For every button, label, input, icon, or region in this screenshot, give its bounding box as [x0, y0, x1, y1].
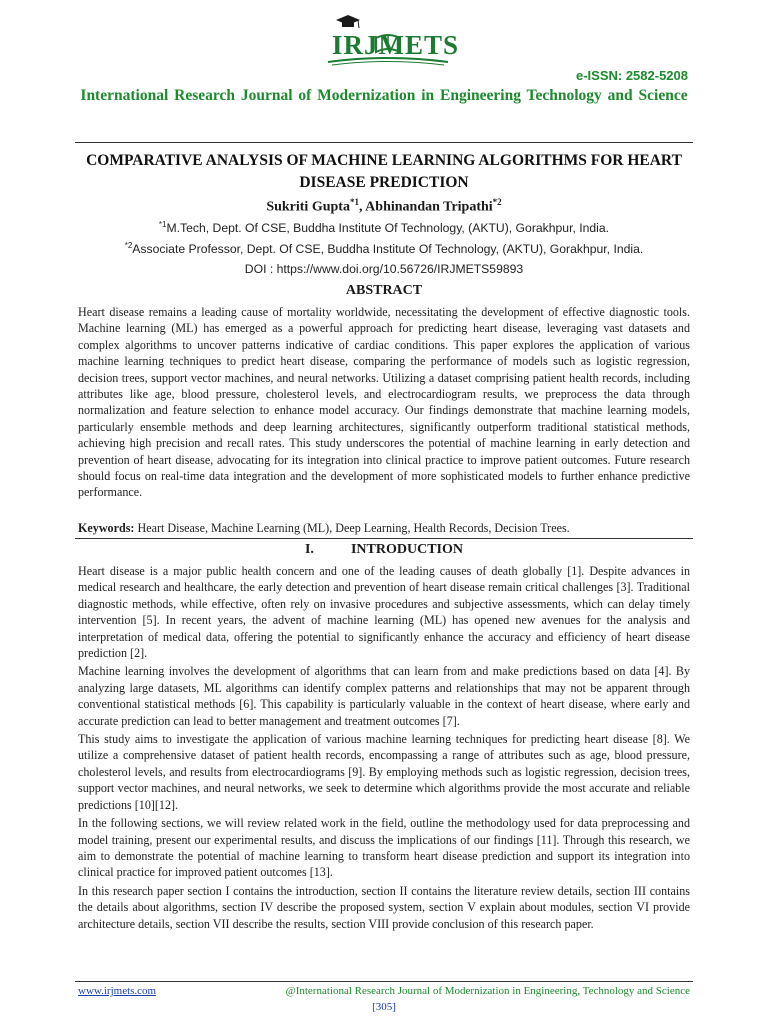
journal-logo	[318, 12, 458, 68]
section-number: I.	[304, 542, 314, 557]
abstract-heading: ABSTRACT	[345, 283, 423, 298]
intro-paragraph: In this research paper section I contains the introduction, section II contains the literature review details, section III contains the details about algorithms, section IV describe the proposed system, section V explain about modules, section VI provide architecture details, section VII describe the results, section VIII provide conclusion of this research paper.	[78, 883, 690, 931]
journal-name: International Research Journal of Modernization in Engineering Technology and Science	[80, 87, 688, 104]
affiliation-1: $^{*1}$M.Tech, Dept. Of CSE, Buddha Institute Of Technology, (AKTU), Gorakhpur, India.	[158, 220, 610, 236]
section-divider	[75, 538, 693, 539]
abstract-text: Heart disease remains a leading cause of mortality worldwide, necessitating the development of effective diagnostic tools. Machine learning (ML) has emerged as a powerful approach for predicting heart disease, leveraging vast datasets and complex algorithms to uncover patterns indicative of cardiac conditions. This paper explores the application of various machine learning techniques to predict heart disease, comparing the performance of models such as logistic regression, decision trees, support vector machines, and neural networks. Utilizing a dataset comprising patient health records, including attributes like age, blood pressure, cholesterol levels, and electrocardiogram results, we preprocess the data through normalization and feature selection to enhance model accuracy. Our findings demonstrate that machine learning models, particularly ensemble methods and deep learning architectures, significantly outperform traditional statistical methods, achieving high precision and recall rates. This study underscores the potential of machine learning in early detection and prevention of heart disease, advocating for its integration into clinical practice to improve patient outcomes. Future research should focus on real-time data integration and the development of more sophisticated models to further enhance predictive performance.	[78, 305, 690, 500]
authors: Sukriti Gupta$^{*1}$, Abhinandan Tripathi$^{*2}$	[266, 197, 502, 215]
issn: e-ISSN: 2582-5208	[575, 68, 688, 83]
doi: DOI : https://www.doi.org/10.56726/IRJMETS59893	[244, 262, 524, 276]
section-title: INTRODUCTION	[350, 542, 463, 557]
affiliation-2: $^{*2}$Associate Professor, Dept. Of CSE, Buddha Institute Of Technology, (AKTU), Gorakhpur, India.	[124, 241, 644, 257]
intro-paragraph: In the following sections, we will review related work in the field, outline the methodology used for data preprocessing and model training, present our experimental results, and discuss the implications of our findings [11]. Through this research, we aim to demonstrate the potential of machine learning to transform heart disease prediction and support its integration into clinical practice for improved patient outcomes [13].	[78, 816, 690, 880]
keywords-label: Keywords:	[78, 521, 135, 535]
logo-text: IRJMETS	[332, 30, 460, 60]
header-divider	[75, 142, 693, 143]
intro-paragraph: This study aims to investigate the application of various machine learning techniques for predicting heart disease [8]. We utilize a comprehensive dataset of patient health records, encompassing a range of attributes such as age, blood pressure, cholesterol levels, and results from electrocardiograms [9]. By employing methods such as logistic regression, decision trees, support vector machines, and neural networks, we seek to determine which algorithms provide the most accurate and reliable predictions [10][12].	[78, 732, 690, 812]
introduction-body	[78, 563, 690, 934]
website-link[interactable]: www.irjmets.com	[78, 985, 157, 997]
intro-paragraph: Heart disease is a major public health concern and one of the leading causes of death globally [1]. Despite advances in medical research and healthcare, the early detection and prevention of heart disease remain critical challenges [3]. Traditional diagnostic methods, while effective, often rely on invasive procedures and subjective assessments, which can delay timely intervention [5]. In recent years, the advent of machine learning (ML) has opened new avenues for the analysis and interpretation of medical data, offering the potential to significantly enhance the accuracy and efficiency of heart disease prediction [2].	[78, 564, 690, 661]
footer-copyright: @International Research Journal of Modernization in Engineering, Technology and Science	[285, 985, 690, 997]
footer-divider	[75, 981, 693, 982]
keywords	[78, 520, 690, 536]
keywords-text: Heart Disease, Machine Learning (ML), Deep Learning, Health Records, Decision Trees.	[137, 521, 570, 535]
paper-title: COMPARATIVE ANALYSIS OF MACHINE LEARNING ALGORITHMS FOR HEART DISEASE PREDICTION	[86, 152, 682, 191]
intro-paragraph: Machine learning involves the development of algorithms that can learn from and make predictions based on data [4]. By analyzing large datasets, ML algorithms can identify complex patterns and relationships that may not be apparent through conventional statistical methods [6]. This capability is particularly valuable in the context of heart disease, where early and accurate prediction can lead to better management and treatment outcomes [7].	[78, 664, 690, 728]
page-number: [305]	[372, 1001, 396, 1013]
section-heading	[0, 542, 768, 558]
